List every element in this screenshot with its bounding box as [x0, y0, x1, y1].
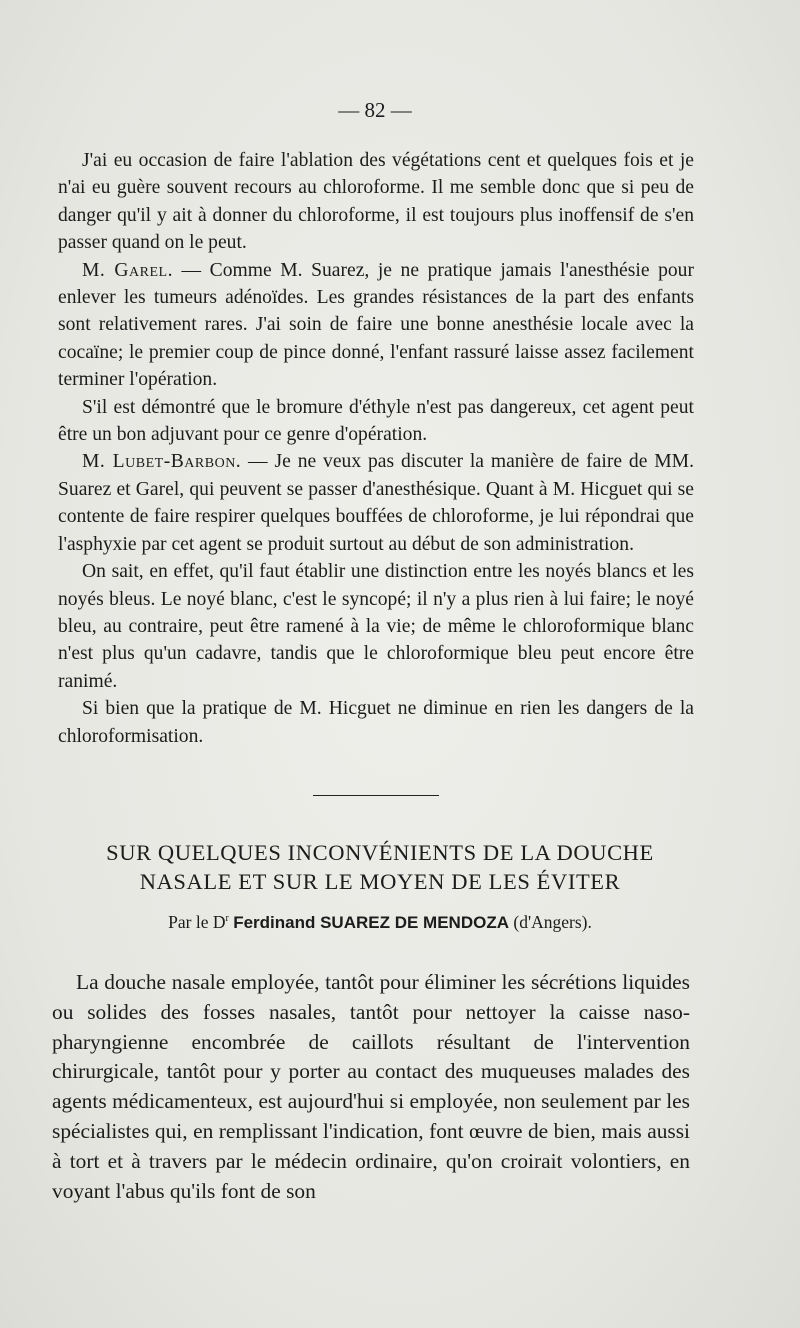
paragraph-text: — Comme M. Suarez, je ne pratique jamais l'anesthésie pour enlever les tumeurs adénoïdes. Les grandes résistances de la part des enfants sont relativement rares. J'ai soin de faire une bonne anesthésie locale avec la cocaïne; le premier coup de pince donné, l'enfant rassuré laisse assez facilement terminer l'opération.	[58, 259, 694, 391]
author-byline	[40, 912, 720, 933]
discussion-text	[58, 147, 694, 750]
paragraph	[58, 257, 694, 394]
paragraph-text: La douche nasale employée, tantôt pour éliminer les sécrétions liquides ou solides des fosses nasales, tantôt pour nettoyer la caisse naso-pharyngienne encombrée de caillots résultant de l'intervention chirurgicale, tantôt pour y porter au contact des muqueuses malades des agents médicamenteux, est aujourd'hui si employée, non seulement par les spécialistes qui, en remplissant l'indication, font œuvre de bien, mais aussi à tort et à travers par le médecin ordinaire, qu'on croirait volontiers, en voyant l'abus qu'ils font de son	[52, 970, 690, 1203]
paragraph	[58, 394, 694, 449]
paragraph	[58, 448, 694, 558]
paragraph-text: Si bien que la pratique de M. Hicguet ne diminue en rien les dangers de la chloroformisation.	[58, 698, 694, 747]
article-title	[40, 838, 720, 896]
paragraph	[52, 968, 690, 1206]
section-divider	[313, 795, 439, 796]
page-number: — 82 —	[338, 98, 412, 122]
paragraph-text: On sait, en effet, qu'il faut établir une distinction entre les noyés blancs et les noyés bleus. Le noyé blanc, c'est le syncopé; il n'y a plus rien à lui faire; le noyé bleu, au contraire, peut être ramené à la vie; de même le chloroformique blanc n'est plus qu'un cadavre, tandis que le chloroformique bleu peut encore être ranimé.	[58, 561, 694, 692]
paragraph-text: S'il est démontré que le bromure d'éthyle n'est pas dangereux, cet agent peut être un bon adjuvant pour ce genre d'opération.	[58, 396, 694, 446]
paragraph	[58, 558, 694, 695]
speaker-name: M. Lubet-Barbon.	[82, 451, 242, 473]
article-body	[52, 968, 690, 1206]
byline-sup: r	[225, 913, 229, 925]
title-line: SUR QUELQUES INCONVÉNIENTS DE LA DOUCHE	[106, 840, 654, 865]
byline-prefix: Par le D	[168, 912, 226, 932]
speaker-name: M. Garel.	[82, 259, 173, 281]
paragraph	[58, 695, 694, 750]
paragraph-text: J'ai eu occasion de faire l'ablation des végétations cent et quelques fois et je n'ai eu guère souvent recours au chloroforme. Il me semble donc que si peu de danger qu'il y ait à donner du chloroforme, il est toujours plus inoffensif de s'en passer quand on le peut.	[58, 150, 694, 254]
author-name: Ferdinand SUAREZ DE MENDOZA	[233, 913, 509, 932]
paragraph-text: — Je ne veux pas discuter la manière de faire de MM. Suarez et Garel, qui peuvent se passer d'anesthésique. Quant à M. Hicguet qui se contente de faire respirer quelques bouffées de chloroforme, je lui répondrai que l'asphyxie par cet agent se produit surtout au début de son administration.	[58, 451, 694, 555]
author-origin: (d'Angers).	[513, 912, 592, 932]
title-line: NASALE ET SUR LE MOYEN DE LES ÉVITER	[139, 869, 621, 894]
paragraph	[58, 147, 694, 257]
